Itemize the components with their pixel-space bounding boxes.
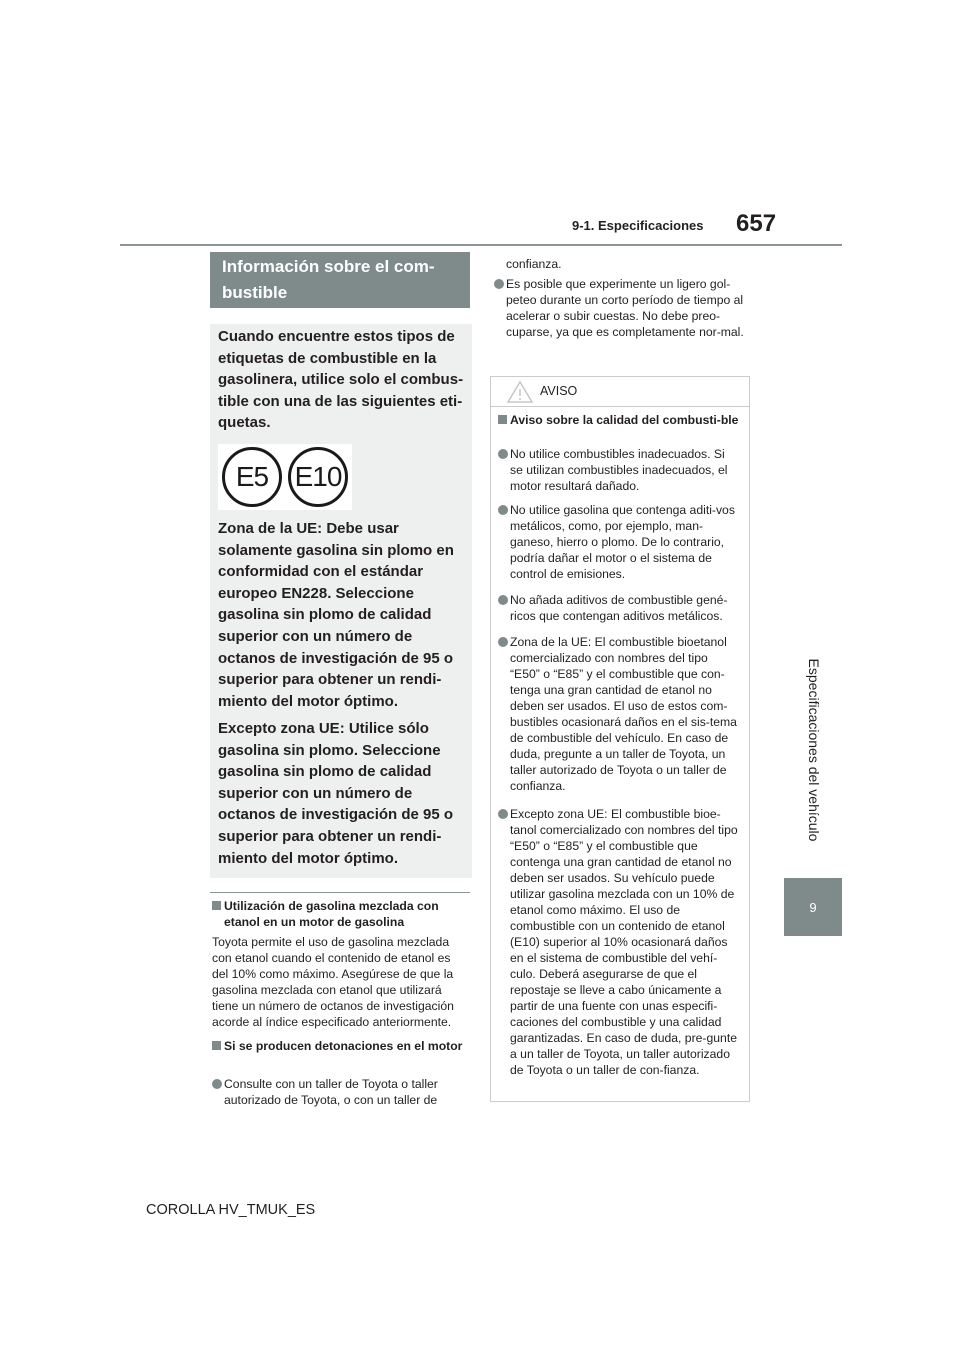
notice-header-divider — [490, 406, 750, 407]
round-bullet-icon — [498, 449, 508, 459]
square-bullet-icon — [212, 901, 221, 910]
fuel-label-e10-text: E10 — [294, 461, 342, 492]
ethanol-paragraph: Toyota permite el uso de gasolina mezclada con etanol cuando el contenido de etanol es del 10% como máximo. Asegúrese de que la gasolina mezclada con etanol que utilizará tiene un número de octanos de investigación acorde al índice especificado anteriormente. — [212, 935, 454, 1029]
chapter-side-label: Especificaciones del vehículo — [806, 658, 822, 842]
chapter-number: 9 — [809, 899, 817, 915]
notice-bullet-text: No utilice gasolina que contenga aditi-vos metálicos, como, por ejemplo, man-ganeso, hierro o plomo. De lo contrario, podría dañar el motor o el sistema de control de emisiones. — [510, 503, 735, 581]
section-title: Información sobre el com-bustible — [210, 252, 470, 308]
fuel-label-intro: Cuando encuentre estos tipos de etiquetas de combustible en la gasolinera, utilice solo el combus-tible con una de las siguientes eti-quetas. — [218, 328, 464, 432]
knock-bullet-text: Consulte con un taller de Toyota o taller autorizado de Toyota, o con un taller de — [224, 1077, 438, 1107]
notice-bullet-text: No utilice combustibles inadecuados. Si se utilizan combustibles inadecuados, el motor resultará dañado. — [510, 447, 728, 493]
fuel-label-e5-text: E5 — [235, 461, 269, 492]
square-bullet-icon — [498, 415, 507, 424]
square-bullet-icon — [212, 1041, 221, 1050]
header-divider — [120, 244, 842, 246]
non-eu-zone-text: Excepto zona UE: Utilice sólo gasolina sin plomo. Seleccione gasolina sin plomo de calidad superior con un número de octanos de investigación de 95 o superior para obtener un rendi-miento del motor óptimo. — [218, 720, 454, 867]
notice-bullet-text: Zona de la UE: El combustible bioetanol comercializado con nombres del tipo “E50” o “E85” y el combustible que con-tenga una gran cantidad de etanol no deben ser usados. El uso de estos com-bustibles ocasionará daños en el sis-tema de combustible del vehículo. En caso de duda, pregunte a un taller de Toyota, un taller autorizado de Toyota o un taller de confianza. — [510, 635, 737, 793]
fuel-label-e10-badge — [288, 447, 348, 507]
page-number: 657 — [736, 210, 777, 237]
notice-bullet-text: Excepto zona UE: El combustible bioe-tanol comercializado con nombres del tipo “E50” o “E85” y el combustible que contenga una gran cantidad de etanol no deben ser usados. Su vehículo puede utilizar gasolina mezclada con un 10% de etanol como máximo. El uso de combustible con un contenido de etanol (E10) superior al 10% ocasionará daños en el sistema de combustible del vehí-culo. Deberá asegurarse de que el repostaje se lleve a cabo únicamente a partir de una fuente con unas especifi-caciones del combustible y una calidad garantizadas. En caso de duda, pre-gunte a un taller de Toyota, un taller autorizado de Toyota o un taller de con-fianza. — [510, 807, 738, 1077]
knocking-normal-text: Es posible que experimente un ligero gol-peteo durante un corto período de tiempo al acelerar o subir cuestas. No debe preo-cuparse, ya que es completamente nor-mal. — [506, 277, 744, 339]
header-section-title: 9-1. Especificaciones — [572, 218, 704, 233]
fuel-label-e5-badge — [222, 447, 282, 507]
notice-heading: Aviso sobre la calidad del combusti-ble — [510, 413, 739, 427]
round-bullet-icon — [498, 637, 508, 647]
notice-bullet-text: No añada aditivos de combustible gené-ricos que contengan aditivos metálicos. — [510, 593, 728, 623]
round-bullet-icon — [494, 279, 504, 289]
round-bullet-icon — [212, 1079, 222, 1089]
footer-model-code: COROLLA HV_TMUK_ES — [146, 1202, 316, 1218]
notice-title: AVISO — [540, 384, 578, 398]
round-bullet-icon — [498, 595, 508, 605]
warning-triangle-icon — [506, 380, 534, 404]
left-divider — [210, 892, 470, 893]
knock-heading: Si se producen detonaciones en el motor — [224, 1039, 463, 1053]
chapter-side-label-container — [784, 620, 844, 880]
round-bullet-icon — [498, 809, 508, 819]
continuation-text: confianza. — [506, 257, 562, 271]
chapter-tab — [784, 878, 842, 936]
eu-zone-text: Zona de la UE: Debe usar solamente gasolina sin plomo en conformidad con el estándar europeo EN228. Seleccione gasolina sin plomo de calidad superior con un número de octanos de investigación de 95 o superior para obtener un rendi-miento del motor óptimo. — [218, 520, 454, 710]
fuel-label-badges — [218, 444, 352, 510]
ethanol-heading: Utilización de gasolina mezclada con etanol en un motor de gasolina — [224, 899, 439, 929]
round-bullet-icon — [498, 505, 508, 515]
